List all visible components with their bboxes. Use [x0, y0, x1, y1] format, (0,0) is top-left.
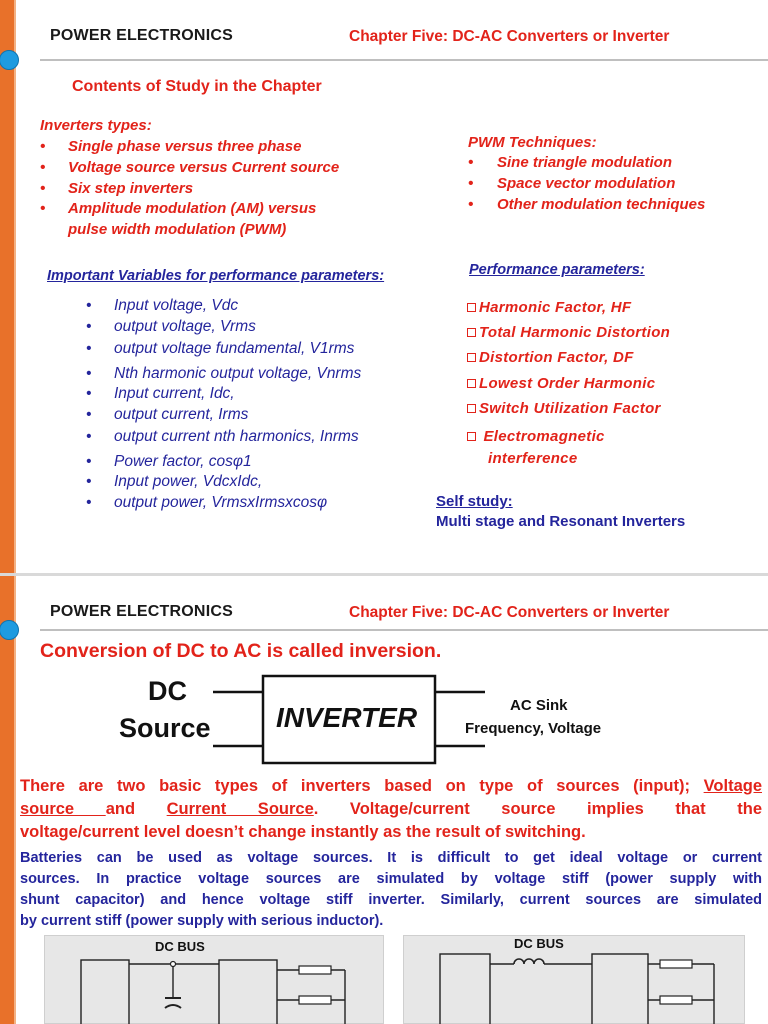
list-item-text: Other modulation techniques: [497, 195, 706, 213]
inverter-block-label: INVERTER: [276, 702, 418, 733]
list-item-text: Input current, Idc,: [114, 385, 235, 402]
list-item-continuation: [40, 220, 339, 241]
header-title: POWER ELECTRONICS: [50, 603, 233, 620]
voltage-source-circuit: [45, 936, 385, 1024]
bullet-dot: •: [40, 158, 46, 176]
ac-sink-label: AC Sink: [510, 697, 568, 714]
bullet-dot: •: [86, 473, 92, 490]
checkbox-square-icon: [467, 328, 476, 337]
performance-item-text: Lowest Order Harmonic: [479, 375, 656, 392]
para2-line1: Batteries can be used as voltage sources. It is difficult to get ideal voltage or current: [20, 850, 762, 866]
chapter-title: Chapter Five: DC-AC Converters or Inverter: [349, 604, 670, 621]
list-item: [40, 137, 339, 158]
list-item: [40, 179, 339, 200]
list-item: [86, 365, 361, 385]
list-item: [86, 318, 361, 340]
list-item-text: output power, VrmsxIrmsxcosφ: [114, 494, 328, 511]
text-run: There are two basic types of inverters based on type of sources (input);: [20, 777, 704, 795]
accent-stripe-edge: [14, 0, 16, 573]
switch-box: [592, 954, 648, 1024]
bus-node: [171, 962, 176, 967]
pwm-list: [468, 153, 705, 215]
contents-title: Contents of Study in the Chapter: [72, 78, 322, 95]
text-run-underlined: source: [20, 800, 106, 818]
performance-item-continuation: interference: [488, 450, 578, 467]
text-run: . Voltage/current source implies that the: [313, 800, 762, 818]
performance-item-text: Total Harmonic Distortion: [479, 324, 671, 341]
list-item: [468, 195, 705, 216]
pwm-heading: PWM Techniques:: [468, 134, 597, 151]
list-item-text: Amplitude modulation (AM) versus: [68, 200, 317, 218]
current-source-circuit: [404, 936, 746, 1024]
resistor-symbol-icon: [299, 966, 331, 974]
bullet-dot: •: [86, 365, 92, 382]
performance-item: [467, 400, 661, 417]
performance-item: [467, 428, 605, 445]
text-run: and: [105, 800, 136, 818]
accent-dot: [0, 620, 19, 640]
bullet-dot: •: [86, 406, 92, 423]
performance-item-text: Electromagnetic: [483, 428, 605, 445]
bullet-dot: •: [40, 138, 46, 155]
inductor-symbol-icon: [514, 959, 544, 964]
list-item-text: output current, Irms: [114, 406, 249, 423]
checkbox-square-icon: [467, 303, 476, 312]
ac-sink-sublabel: Frequency, Voltage: [465, 720, 602, 737]
list-item: [40, 199, 339, 220]
list-item-text: Input voltage, Vdc: [114, 297, 239, 314]
source-box: [440, 954, 490, 1024]
bullet-dot: •: [468, 154, 474, 171]
list-item-text: Single phase versus three phase: [68, 138, 302, 155]
inverter-types-heading: Inverters types:: [40, 117, 152, 134]
list-item: [86, 494, 361, 515]
bullet-dot: •: [86, 453, 92, 470]
list-item-text: Sine triangle modulation: [497, 154, 673, 171]
accent-stripe: [0, 576, 14, 1024]
dc-source-label-line1: DC: [148, 676, 187, 706]
performance-item: [467, 324, 670, 341]
performance-item-text: Harmonic Factor, HF: [479, 299, 632, 316]
bullet-dot: •: [86, 385, 92, 402]
slide-inversion: [0, 576, 768, 1024]
self-study-heading: Self study:: [436, 493, 513, 510]
switch-box: [219, 960, 277, 1024]
dc-bus-label: DC BUS: [514, 936, 564, 951]
list-item-text: Input power, VdcxIdc,: [114, 473, 263, 490]
resistor-symbol-icon: [660, 960, 692, 968]
checkbox-square-icon: [467, 432, 476, 441]
performance-item: [467, 349, 634, 366]
list-item: [86, 428, 361, 453]
checkbox-square-icon: [467, 404, 476, 413]
list-item-text: Nth harmonic output voltage, Vnrms: [114, 365, 362, 382]
slide-title: Conversion of DC to AC is called inversion.: [40, 640, 442, 662]
bullet-dot: •: [86, 318, 92, 335]
dc-bus-label: DC BUS: [155, 939, 205, 954]
para2-line3: shunt capacitor) and hence voltage stiff inverter. Similarly, current sources are simulated: [20, 892, 762, 908]
para2-line4: by current stiff (power supply with serious inductor).: [20, 913, 384, 929]
capacitor-plate-curved: [165, 1005, 181, 1008]
header-divider: [40, 59, 768, 61]
bullet-dot: •: [468, 195, 474, 213]
list-item-text: Voltage source versus Current source: [68, 158, 340, 176]
bullet-dot: •: [86, 494, 92, 511]
list-item: [86, 340, 361, 365]
list-item: [86, 385, 361, 406]
list-item: [40, 158, 339, 179]
performance-item-text: Switch Utilization Factor: [479, 400, 661, 417]
bullet-dot: •: [40, 179, 46, 197]
inverter-types-list: [40, 137, 339, 241]
checkbox-square-icon: [467, 379, 476, 388]
checkbox-square-icon: [467, 353, 476, 362]
accent-dot: [0, 50, 19, 70]
list-item-text: Space vector modulation: [497, 174, 676, 192]
text-run-underlined: Current Source: [166, 800, 314, 818]
para2-line2: sources. In practice voltage sources are simulated by voltage stiff (power supply with: [20, 871, 762, 887]
list-item: [86, 406, 361, 428]
bullet-dot: •: [86, 428, 92, 445]
accent-stripe: [0, 0, 14, 573]
voltage-source-circuit-panel: [44, 935, 384, 1024]
list-item-text: output voltage fundamental, V1rms: [114, 340, 355, 357]
variables-heading: Important Variables for performance parameters:: [47, 268, 385, 284]
bullet-dot: •: [468, 174, 474, 192]
para1-line2: [20, 800, 762, 819]
bullet-dot: •: [86, 297, 92, 314]
header-divider: [40, 629, 768, 631]
list-item: [86, 453, 361, 473]
list-item-text: output voltage, Vrms: [114, 318, 256, 335]
dc-source-label-line2: Source: [119, 713, 211, 743]
list-item: [86, 297, 361, 318]
list-item-text: pulse width modulation (PWM): [68, 221, 287, 239]
para1-line1: [20, 777, 762, 796]
variables-list: [86, 297, 361, 515]
header-title: POWER ELECTRONICS: [50, 27, 233, 44]
bullet-dot: •: [86, 340, 92, 357]
performance-item: [467, 375, 655, 392]
list-item: [468, 174, 705, 195]
para1-line3: voltage/current level doesn’t change instantly as the result of switching.: [20, 823, 586, 841]
chapter-title: Chapter Five: DC-AC Converters or Inverter: [349, 28, 670, 45]
list-item-text: output current nth harmonics, Inrms: [114, 428, 359, 445]
resistor-symbol-icon: [660, 996, 692, 1004]
list-item-text: Six step inverters: [68, 179, 194, 197]
current-source-circuit-panel: [403, 935, 745, 1024]
list-item: [86, 473, 361, 494]
list-item: [468, 153, 705, 174]
performance-heading: Performance parameters:: [469, 262, 645, 278]
text-run-underlined: Voltage: [703, 777, 762, 795]
self-study-text: Multi stage and Resonant Inverters: [436, 513, 686, 530]
performance-item: [467, 299, 631, 316]
accent-stripe-edge: [14, 576, 16, 1024]
resistor-symbol-icon: [299, 996, 331, 1004]
list-item-text: Power factor, cosφ1: [114, 453, 252, 470]
performance-item-text: Distortion Factor, DF: [479, 349, 634, 366]
source-box: [81, 960, 129, 1024]
bullet-dot: •: [40, 200, 46, 218]
